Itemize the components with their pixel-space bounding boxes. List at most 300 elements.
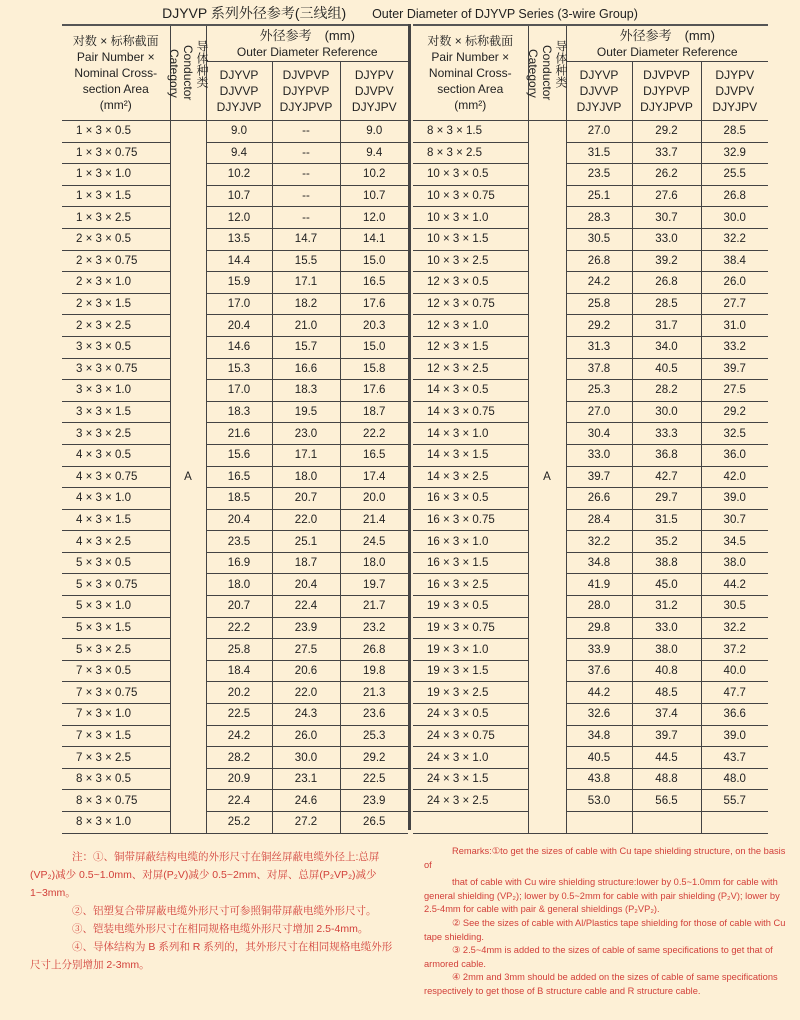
model: DJVPVP <box>282 68 330 82</box>
diameter-table-right <box>413 24 768 834</box>
diameter-cell: 16.9 <box>206 552 272 574</box>
diameter-cell: 19.5 <box>272 401 340 423</box>
document-title <box>0 3 800 23</box>
title-en: Outer Diameter of DJYVP Series (3-wire Group) <box>372 7 638 21</box>
model-header-3 <box>340 62 408 121</box>
diameter-cell: 39.7 <box>566 466 632 488</box>
diameter-cell: -- <box>272 164 340 186</box>
diameter-cell: 23.9 <box>340 790 408 812</box>
diameter-cell: 27.7 <box>701 293 768 315</box>
table-row <box>413 293 768 315</box>
diameter-cell: 28.5 <box>701 121 768 143</box>
diameter-cell: 14.7 <box>272 228 340 250</box>
diameter-cell: 47.7 <box>701 682 768 704</box>
diameter-cell: 27.6 <box>632 185 701 207</box>
spec-header <box>413 25 528 121</box>
diameter-cell: 34.8 <box>566 552 632 574</box>
spec-cell: 10 × 3 × 1.0 <box>413 207 528 229</box>
table-row <box>413 488 768 510</box>
spec-cell: 3 × 3 × 2.5 <box>62 423 170 445</box>
table-row <box>413 315 768 337</box>
conductor-header <box>528 25 566 121</box>
diameter-cell: 21.3 <box>340 682 408 704</box>
diameter-cell: 40.8 <box>632 660 701 682</box>
diameter-cell: 22.4 <box>272 596 340 618</box>
conductor-category-cell: A <box>528 121 566 834</box>
diameter-cell: 15.7 <box>272 336 340 358</box>
diameter-cell: 20.6 <box>272 660 340 682</box>
od-header <box>566 25 768 62</box>
diameter-cell: 38.0 <box>701 552 768 574</box>
spec-cell: 4 × 3 × 0.75 <box>62 466 170 488</box>
spec-cell: 16 × 3 × 1.5 <box>413 552 528 574</box>
diameter-cell: 9.0 <box>340 121 408 143</box>
table-row <box>413 574 768 596</box>
spec-cell: 8 × 3 × 1.5 <box>413 121 528 143</box>
diameter-cell: 23.6 <box>340 704 408 726</box>
spec-cell: 1 × 3 × 1.5 <box>62 185 170 207</box>
note-en-3: ③ 2.5~4mm is added to the sizes of cable of same specifications to get that of armored cable. <box>424 945 773 969</box>
table-row <box>413 336 768 358</box>
diameter-cell: 38.0 <box>632 639 701 661</box>
diameter-cell: 20.0 <box>340 488 408 510</box>
spec-cell: 8 × 3 × 0.75 <box>62 790 170 812</box>
notes-chinese <box>30 848 402 974</box>
spec-cell: 8 × 3 × 2.5 <box>413 142 528 164</box>
diameter-cell: 29.2 <box>632 121 701 143</box>
spec-cell: 24 × 3 × 1.0 <box>413 747 528 769</box>
spec-cell: 24 × 3 × 0.5 <box>413 704 528 726</box>
spec-header-en2: Nominal Cross- <box>74 66 158 80</box>
diameter-cell: 22.5 <box>206 704 272 726</box>
spec-cell: 5 × 3 × 0.5 <box>62 552 170 574</box>
spec-cell: 4 × 3 × 0.5 <box>62 444 170 466</box>
spec-cell: 3 × 3 × 1.5 <box>62 401 170 423</box>
diameter-cell: 37.6 <box>566 660 632 682</box>
diameter-cell: 15.0 <box>340 250 408 272</box>
diameter-cell: 30.0 <box>632 401 701 423</box>
diameter-cell: 18.0 <box>272 466 340 488</box>
diameter-cell: 25.3 <box>340 725 408 747</box>
diameter-cell: -- <box>272 121 340 143</box>
table-row <box>413 660 768 682</box>
diameter-cell: 37.2 <box>701 639 768 661</box>
spec-cell: 3 × 3 × 0.75 <box>62 358 170 380</box>
model-header-2 <box>272 62 340 121</box>
model: DJVPV <box>715 84 755 98</box>
diameter-cell: 28.5 <box>632 293 701 315</box>
diameter-cell: 43.7 <box>701 747 768 769</box>
diameter-cell: 17.1 <box>272 444 340 466</box>
od-header-en: Outer Diameter Reference <box>596 44 738 59</box>
table-row <box>413 552 768 574</box>
diameter-cell: 33.7 <box>632 142 701 164</box>
diameter-cell: 28.2 <box>632 380 701 402</box>
diameter-cell: 24.2 <box>566 272 632 294</box>
model: DJYJPV <box>712 100 758 114</box>
spec-cell: 7 × 3 × 0.75 <box>62 682 170 704</box>
spec-cell: 14 × 3 × 2.5 <box>413 466 528 488</box>
diameter-cell: 15.6 <box>206 444 272 466</box>
diameter-cell: 26.8 <box>340 639 408 661</box>
diameter-cell: 21.4 <box>340 509 408 531</box>
table-row <box>62 812 408 834</box>
spec-cell: 16 × 3 × 0.75 <box>413 509 528 531</box>
table-row <box>413 185 768 207</box>
diameter-cell: 33.9 <box>566 639 632 661</box>
table-row <box>62 185 408 207</box>
diameter-cell: 43.8 <box>566 768 632 790</box>
diameter-cell: 31.5 <box>632 509 701 531</box>
diameter-cell: 16.6 <box>272 358 340 380</box>
diameter-cell: 44.2 <box>701 574 768 596</box>
diameter-cell: 44.5 <box>632 747 701 769</box>
diameter-cell: 25.1 <box>566 185 632 207</box>
diameter-cell: 23.5 <box>206 531 272 553</box>
spec-cell: 19 × 3 × 1.5 <box>413 660 528 682</box>
title-cn: DJYVP 系列外径参考(三线组) <box>162 5 347 21</box>
diameter-cell: 22.5 <box>340 768 408 790</box>
diameter-cell: 39.0 <box>701 725 768 747</box>
spec-header-en3: section Area <box>82 82 149 96</box>
spec-cell: 3 × 3 × 0.5 <box>62 336 170 358</box>
diameter-cell: 36.6 <box>701 704 768 726</box>
diameter-cell: 31.3 <box>566 336 632 358</box>
table-row <box>413 121 768 143</box>
diameter-cell: 32.2 <box>701 617 768 639</box>
od-header <box>206 25 408 62</box>
table-row <box>413 466 768 488</box>
diameter-cell: 10.7 <box>340 185 408 207</box>
diameter-cell: 26.0 <box>701 272 768 294</box>
spec-cell: 3 × 3 × 1.0 <box>62 380 170 402</box>
diameter-cell: 18.2 <box>272 293 340 315</box>
diameter-cell: 26.5 <box>340 812 408 834</box>
model: DJYVP <box>219 68 259 82</box>
model: DJYJVP <box>216 100 262 114</box>
diameter-cell: 17.1 <box>272 272 340 294</box>
table-row <box>413 358 768 380</box>
table-row <box>62 444 408 466</box>
diameter-cell: 14.1 <box>340 228 408 250</box>
diameter-cell: -- <box>272 207 340 229</box>
diameter-cell: 17.4 <box>340 466 408 488</box>
spec-cell: 1 × 3 × 1.0 <box>62 164 170 186</box>
spec-cell: 5 × 3 × 1.5 <box>62 617 170 639</box>
table-row <box>62 466 408 488</box>
diameter-cell: 29.2 <box>340 747 408 769</box>
spec-cell: 12 × 3 × 1.0 <box>413 315 528 337</box>
diameter-cell: 30.0 <box>701 207 768 229</box>
spec-header <box>62 25 170 121</box>
table-row <box>62 121 408 143</box>
diameter-cell: 16.5 <box>206 466 272 488</box>
table-row <box>62 725 408 747</box>
table-row <box>413 228 768 250</box>
table-row <box>62 682 408 704</box>
diameter-cell: 28.4 <box>566 509 632 531</box>
diameter-cell: 12.0 <box>206 207 272 229</box>
table-row <box>62 142 408 164</box>
diameter-cell: 31.7 <box>632 315 701 337</box>
spec-cell: 5 × 3 × 0.75 <box>62 574 170 596</box>
diameter-cell: 23.0 <box>272 423 340 445</box>
diameter-cell: 9.4 <box>206 142 272 164</box>
table-row <box>62 509 408 531</box>
diameter-cell: 28.0 <box>566 596 632 618</box>
table-row <box>413 747 768 769</box>
diameter-cell: 34.0 <box>632 336 701 358</box>
diameter-cell: 25.8 <box>566 293 632 315</box>
diameter-cell: 32.2 <box>701 228 768 250</box>
table-row <box>413 790 768 812</box>
spec-cell: 2 × 3 × 0.75 <box>62 250 170 272</box>
model: DJYJVP <box>576 100 622 114</box>
spec-cell: 2 × 3 × 1.0 <box>62 272 170 294</box>
spec-cell: 1 × 3 × 0.5 <box>62 121 170 143</box>
model: DJYPVP <box>643 84 690 98</box>
diameter-cell: 38.4 <box>701 250 768 272</box>
diameter-cell: 15.3 <box>206 358 272 380</box>
diameter-cell: 15.0 <box>340 336 408 358</box>
diameter-cell: 39.7 <box>632 725 701 747</box>
diameter-cell: 25.3 <box>566 380 632 402</box>
spec-cell: 4 × 3 × 1.0 <box>62 488 170 510</box>
table-row <box>413 639 768 661</box>
diameter-cell: 35.2 <box>632 531 701 553</box>
diameter-cell: 18.0 <box>206 574 272 596</box>
note-cn-3: ③、铠装电缆外形尺寸在相同规格电缆外形尺寸增加 2.5-4mm。 <box>72 923 369 935</box>
od-header-cn: 外径参考 (mm) <box>259 27 355 43</box>
diameter-cell: 14.6 <box>206 336 272 358</box>
table-row <box>413 207 768 229</box>
table-row <box>413 704 768 726</box>
table-row <box>62 552 408 574</box>
diameter-cell: 17.0 <box>206 380 272 402</box>
table-row <box>413 725 768 747</box>
spec-cell <box>413 812 528 834</box>
table-row <box>62 488 408 510</box>
diameter-cell: 37.4 <box>632 704 701 726</box>
spec-header-en1: Pair Number × <box>76 50 155 64</box>
diameter-cell: 23.9 <box>272 617 340 639</box>
spec-cell: 24 × 3 × 1.5 <box>413 768 528 790</box>
diameter-cell: -- <box>272 185 340 207</box>
diameter-cell: 31.0 <box>701 315 768 337</box>
diameter-cell: 27.5 <box>701 380 768 402</box>
diameter-cell: 36.8 <box>632 444 701 466</box>
table-row <box>413 444 768 466</box>
diameter-cell: 19.7 <box>340 574 408 596</box>
spec-cell: 24 × 3 × 0.75 <box>413 725 528 747</box>
diameter-cell: 10.7 <box>206 185 272 207</box>
diameter-cell: 27.5 <box>272 639 340 661</box>
spec-cell: 8 × 3 × 0.5 <box>62 768 170 790</box>
spec-cell: 12 × 3 × 2.5 <box>413 358 528 380</box>
diameter-cell: 24.2 <box>206 725 272 747</box>
table-row <box>62 639 408 661</box>
spec-cell: 16 × 3 × 0.5 <box>413 488 528 510</box>
table-row <box>62 596 408 618</box>
diameter-cell <box>566 812 632 834</box>
diameter-cell: 42.0 <box>701 466 768 488</box>
diameter-cell: 48.0 <box>701 768 768 790</box>
spec-header-en1: Pair Number × <box>431 50 510 64</box>
diameter-cell: 29.2 <box>701 401 768 423</box>
conductor-header-cn: 导体种类 <box>554 40 568 88</box>
diameter-cell: 23.1 <box>272 768 340 790</box>
diameter-cell: 38.8 <box>632 552 701 574</box>
diameter-cell: 17.6 <box>340 293 408 315</box>
diameter-cell: 14.4 <box>206 250 272 272</box>
spec-cell: 4 × 3 × 2.5 <box>62 531 170 553</box>
diameter-cell: 30.5 <box>701 596 768 618</box>
diameter-cell: 15.5 <box>272 250 340 272</box>
diameter-cell: 18.3 <box>272 380 340 402</box>
diameter-cell: 20.2 <box>206 682 272 704</box>
table-row <box>62 164 408 186</box>
diameter-cell: 27.2 <box>272 812 340 834</box>
diameter-cell: 23.5 <box>566 164 632 186</box>
spec-cell: 7 × 3 × 1.5 <box>62 725 170 747</box>
diameter-cell: 34.8 <box>566 725 632 747</box>
diameter-cell: 15.9 <box>206 272 272 294</box>
table-row <box>413 250 768 272</box>
table-row <box>62 358 408 380</box>
od-header-en: Outer Diameter Reference <box>236 44 378 59</box>
diameter-cell: 20.4 <box>272 574 340 596</box>
diameter-cell: 25.2 <box>206 812 272 834</box>
diameter-cell: 23.2 <box>340 617 408 639</box>
diameter-cell: 13.5 <box>206 228 272 250</box>
diameter-cell: 26.6 <box>566 488 632 510</box>
spec-cell: 19 × 3 × 1.0 <box>413 639 528 661</box>
table-row <box>413 380 768 402</box>
note-cn-1: 注：①、铜带屏蔽结构电缆的外形尺寸在铜丝屏蔽电缆外径上:总屏(VP₂)减少 0.5~1.0mm、对屏(P₂V)减少 0.5~2mm、对屏、总屏(P₂VP₂)减少 1~3mm。 <box>30 851 380 899</box>
spec-header-en3: section Area <box>437 82 504 96</box>
table-row <box>413 617 768 639</box>
spec-cell: 19 × 3 × 0.75 <box>413 617 528 639</box>
spec-cell: 14 × 3 × 1.5 <box>413 444 528 466</box>
note-en-1-cont: that of cable with Cu wire shielding structure:lower by 0.5~1.0mm for cable with general shielding (VP₂); lower by 0.5~2mm for cable with pair shielding (P₂V); lower by 2.5-4mm for cable with pair & general shieldings (P₂VP₂). <box>424 877 780 915</box>
diameter-cell: -- <box>272 142 340 164</box>
diameter-cell: 24.6 <box>272 790 340 812</box>
spec-cell: 19 × 3 × 0.5 <box>413 596 528 618</box>
diameter-cell: 20.7 <box>206 596 272 618</box>
model: DJYJPV <box>351 100 397 114</box>
diameter-cell: 32.6 <box>566 704 632 726</box>
table-row <box>62 250 408 272</box>
table-row <box>62 747 408 769</box>
diameter-cell: 25.1 <box>272 531 340 553</box>
diameter-cell: 32.9 <box>701 142 768 164</box>
diameter-cell: 40.5 <box>566 747 632 769</box>
diameter-cell: 30.0 <box>272 747 340 769</box>
diameter-cell: 29.8 <box>566 617 632 639</box>
diameter-cell: 36.0 <box>701 444 768 466</box>
table-row <box>413 682 768 704</box>
table-row <box>413 272 768 294</box>
conductor-header-cn: 导体种类 <box>195 40 209 88</box>
diameter-cell: 20.4 <box>206 509 272 531</box>
note-cn-2: ②、铝塑复合带屏蔽电缆外形尺寸可参照铜带屏蔽电缆外形尺寸。 <box>72 905 377 917</box>
note-en-4: ④ 2mm and 3mm should be added on the sizes of cable of same specifications respectively to get those of B structure cable and R structure cable. <box>424 972 778 996</box>
diameter-cell: 44.2 <box>566 682 632 704</box>
note-cn-4: ④、导体结构为 B 系列和 R 系列的，其外形尺寸在相同规格电缆外形尺寸上分别增加 2-3mm。 <box>30 941 393 971</box>
model-header-3 <box>701 62 768 121</box>
diameter-cell: 40.5 <box>632 358 701 380</box>
table-row <box>413 509 768 531</box>
diameter-cell: 37.8 <box>566 358 632 380</box>
model: DJVPV <box>354 84 394 98</box>
spec-cell: 14 × 3 × 0.5 <box>413 380 528 402</box>
spec-cell: 19 × 3 × 2.5 <box>413 682 528 704</box>
diameter-cell: 33.0 <box>632 228 701 250</box>
spec-cell: 8 × 3 × 1.0 <box>62 812 170 834</box>
table-row <box>62 207 408 229</box>
table-row <box>413 423 768 445</box>
spec-cell: 7 × 3 × 0.5 <box>62 660 170 682</box>
diameter-cell: 26.8 <box>632 272 701 294</box>
diameter-cell: 20.9 <box>206 768 272 790</box>
model: DJYJPVP <box>640 100 693 114</box>
diameter-cell: 28.3 <box>566 207 632 229</box>
diameter-cell <box>632 812 701 834</box>
model: DJYPV <box>715 68 755 82</box>
diameter-cell: 20.7 <box>272 488 340 510</box>
notes-english <box>424 845 792 999</box>
diameter-cell: 18.5 <box>206 488 272 510</box>
diameter-cell: 18.7 <box>272 552 340 574</box>
model-header-1 <box>566 62 632 121</box>
table-row <box>62 574 408 596</box>
table-row <box>62 293 408 315</box>
conductor-header-en: Conductor Category <box>167 45 195 101</box>
center-divider <box>408 24 411 830</box>
spec-cell: 2 × 3 × 1.5 <box>62 293 170 315</box>
spec-cell: 7 × 3 × 2.5 <box>62 747 170 769</box>
diameter-cell <box>701 812 768 834</box>
diameter-cell: 32.5 <box>701 423 768 445</box>
spec-cell: 16 × 3 × 2.5 <box>413 574 528 596</box>
spec-header-unit: (mm²) <box>454 98 487 112</box>
table-row <box>62 272 408 294</box>
diameter-cell: 21.0 <box>272 315 340 337</box>
spec-cell: 14 × 3 × 0.75 <box>413 401 528 423</box>
diameter-cell: 31.2 <box>632 596 701 618</box>
diameter-cell: 15.8 <box>340 358 408 380</box>
diameter-cell: 48.8 <box>632 768 701 790</box>
diameter-cell: 25.5 <box>701 164 768 186</box>
diameter-cell: 30.7 <box>632 207 701 229</box>
diameter-cell: 33.2 <box>701 336 768 358</box>
diameter-cell: 39.7 <box>701 358 768 380</box>
diameter-cell: 26.0 <box>272 725 340 747</box>
model: DJYJPVP <box>279 100 333 114</box>
table-row <box>62 704 408 726</box>
diameter-cell: 27.0 <box>566 401 632 423</box>
spec-cell: 1 × 3 × 0.75 <box>62 142 170 164</box>
diameter-cell: 20.3 <box>340 315 408 337</box>
conductor-header <box>167 25 209 121</box>
diameter-cell: 29.2 <box>566 315 632 337</box>
spec-cell: 12 × 3 × 0.5 <box>413 272 528 294</box>
table-row <box>62 660 408 682</box>
table-row <box>413 531 768 553</box>
table-row <box>62 617 408 639</box>
spec-cell: 5 × 3 × 1.0 <box>62 596 170 618</box>
diameter-cell: 26.2 <box>632 164 701 186</box>
